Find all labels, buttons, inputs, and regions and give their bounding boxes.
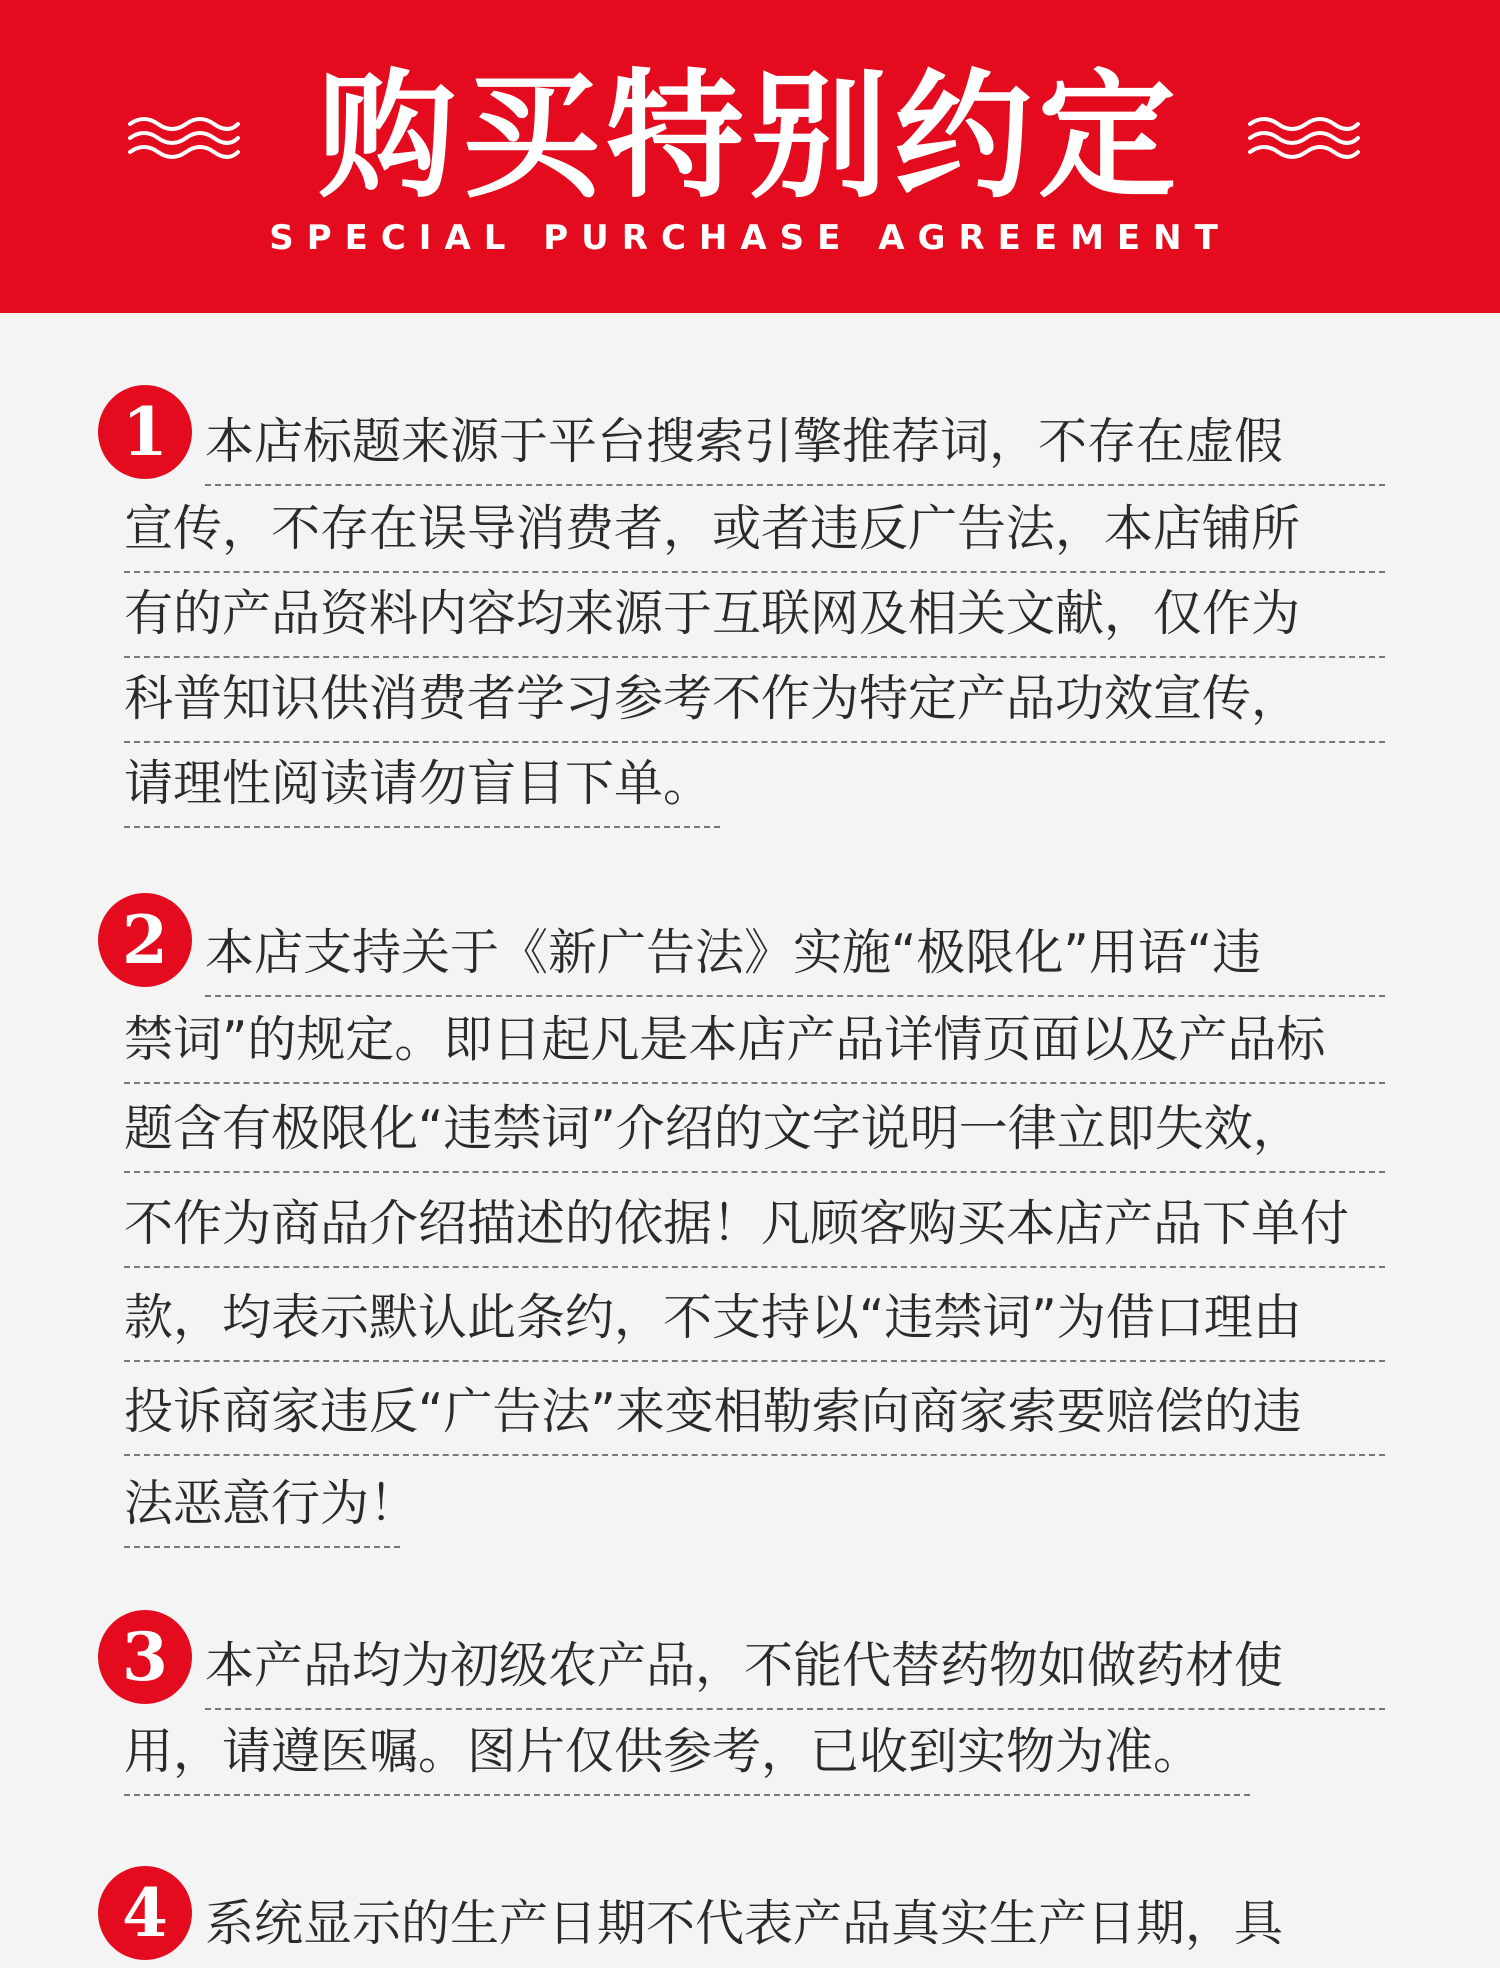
item-text-line: 科普知识供消费者学习参考不作为特定产品功效宣传， xyxy=(124,655,1385,743)
item-text-line: 有的产品资料内容均来源于互联网及相关文献，仅作为 xyxy=(124,570,1385,658)
item-number-badge: 3 xyxy=(98,1610,192,1704)
item-number-badge: 1 xyxy=(98,385,192,479)
item-text-line: 题含有极限化“违禁词”介绍的文字说明一律立即失效， xyxy=(124,1085,1385,1173)
item-text-line: 投诉商家违反“广告法”来变相勒索向商家索要赔偿的违 xyxy=(124,1368,1385,1456)
item-number-badge: 2 xyxy=(98,893,192,987)
item-text-line: 宣传，不存在误导消费者，或者违反广告法，本店铺所 xyxy=(124,485,1385,573)
item-text-line: 系统显示的生产日期不代表产品真实生产日期，具 xyxy=(205,1895,1284,1952)
page-subtitle: SPECIAL PURCHASE AGREEMENT xyxy=(269,218,1231,258)
item-text-line: 禁词”的规定。即日起凡是本店产品详情页面以及产品标 xyxy=(124,996,1385,1084)
item-text-line: 本店标题来源于平台搜索引擎推荐词，不存在虚假 xyxy=(205,398,1385,486)
wave-decoration-icon xyxy=(1246,112,1362,164)
item-text-line: 用，请遵医嘱。图片仅供参考，已收到实物为准。 xyxy=(124,1708,1250,1796)
item-text-line: 本店支持关于《新广告法》实施“极限化”用语“违 xyxy=(205,909,1385,997)
item-text-line: 法恶意行为！ xyxy=(124,1460,400,1548)
item-text-line: 请理性阅读请勿盲目下单。 xyxy=(124,740,720,828)
item-number-badge: 4 xyxy=(98,1866,192,1960)
header-banner xyxy=(0,0,1500,313)
item-text-line: 不作为商品介绍描述的依据！凡顾客购买本店产品下单付 xyxy=(124,1180,1385,1268)
page-title: 购买特别约定 xyxy=(317,56,1182,217)
item-text-line: 本产品均为初级农产品，不能代替药物如做药材使 xyxy=(205,1622,1385,1710)
item-text-line: 款，均表示默认此条约，不支持以“违禁词”为借口理由 xyxy=(124,1274,1385,1362)
